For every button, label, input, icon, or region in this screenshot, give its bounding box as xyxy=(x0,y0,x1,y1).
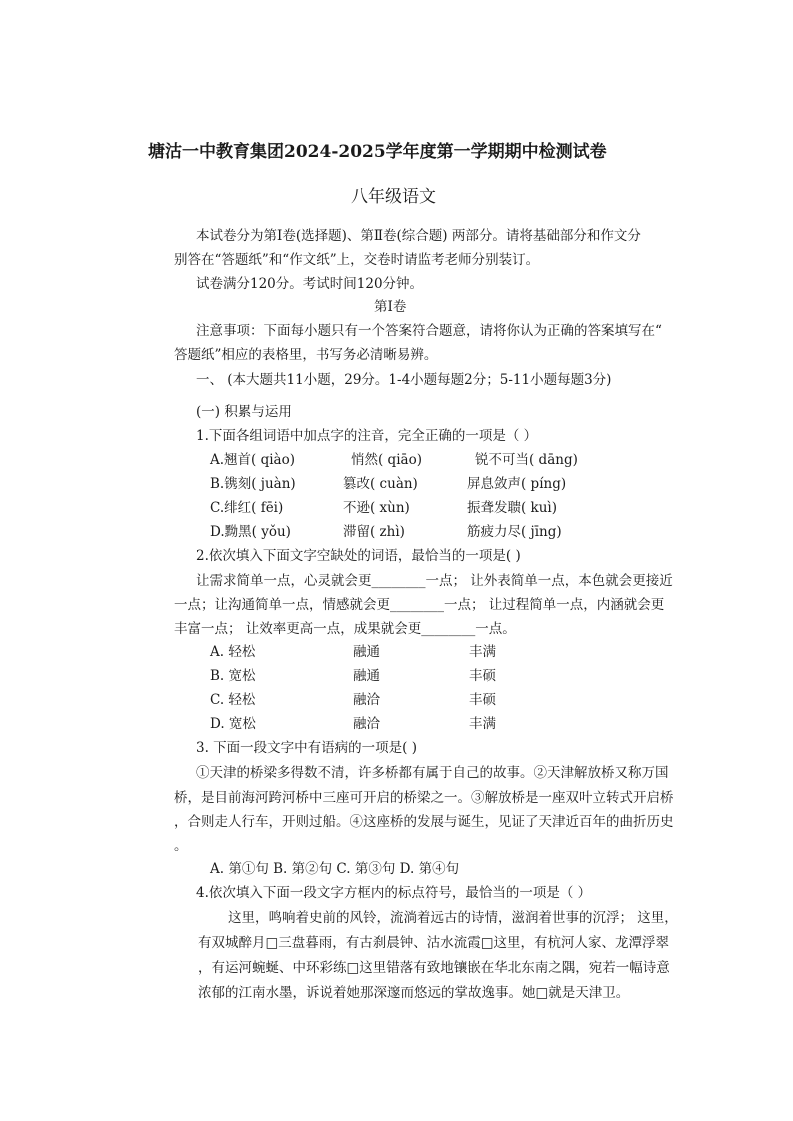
option-cell: 丰满 xyxy=(469,644,496,660)
question-stem: 3. 下面一段文字中有语病的一项是( ) xyxy=(196,740,417,756)
volume-heading: 第Ⅰ卷 xyxy=(374,299,407,315)
intro-line: 本试卷分为第Ⅰ卷(选择题)、第Ⅱ卷(综合题) 两部分。请将基础部分和作文分 xyxy=(196,228,641,244)
option-cell: 丰硕 xyxy=(469,668,496,684)
option-cell: D.黝黑( yǒu) xyxy=(210,524,291,540)
option-cell: 丰硕 xyxy=(469,692,496,708)
question-text: ，合则走人行车，开则过船。④这座桥的发展与诞生，见证了天津近百年的曲折历史 xyxy=(174,814,674,830)
exam-title: 塘沽一中教育集团2024-2025学年度第一学期期中检测试卷 xyxy=(148,142,607,162)
option-cell: A.翘首( qiào) xyxy=(210,452,296,468)
option-cell: 丰满 xyxy=(469,716,496,732)
question-text: 让需求简单一点，心灵就会更________一点； 让外表简单一点，本色就会更接近 xyxy=(196,573,673,589)
section-heading: 一、 (本大题共11小题，29分。1-4小题每题2分；5-11小题每题3分) xyxy=(196,372,612,388)
intro-line: 别答在“答题纸”和“作文纸”上，交卷时请监考老师分别装订。 xyxy=(174,252,540,268)
option-cell: D. 宽松 xyxy=(210,716,256,732)
question-options: A. 第①句 B. 第②句 C. 第③句 D. 第④句 xyxy=(210,861,460,877)
option-cell: B.镌刻( juàn) xyxy=(210,476,296,492)
question-stem: 1.下面各组词语中加点字的注音，完全正确的一项是（ ） xyxy=(196,428,538,444)
option-cell: 融通 xyxy=(353,668,380,684)
question-text: 桥，是目前海河跨河桥中三座可开启的桥梁之一。③解放桥是一座双叶立转式开启桥 xyxy=(174,790,674,806)
option-cell: 锐不可当( dāng) xyxy=(475,452,578,468)
intro-line: 试卷满分120分。考试时间120分钟。 xyxy=(196,276,424,292)
option-cell: 融通 xyxy=(353,644,380,660)
option-cell: 悄然( qiāo) xyxy=(351,452,422,468)
exam-subtitle: 八年级语文 xyxy=(351,187,436,207)
question-text: 丰富一点； 让效率更高一点，成果就会更________一点。 xyxy=(174,621,516,637)
option-cell: C.绯红( fēi) xyxy=(210,500,284,516)
question-text: 浓郁的江南水墨，诉说着她那深邃而悠远的掌故逸事。她□就是天津卫。 xyxy=(198,985,630,1001)
subsection-heading: (一) 积累与运用 xyxy=(196,404,292,420)
option-cell: 屏息敛声( píng) xyxy=(467,476,567,492)
question-text: ，有运河蜿蜒、中环彩练□这里错落有致地镶嵌在华北东南之隅，宛若一幅诗意 xyxy=(198,960,670,976)
question-text: 一点；让沟通简单一点，情感就会更________一点； 让过程简单一点，内涵就会更 xyxy=(174,597,665,613)
option-cell: 筋疲力尽( jīng) xyxy=(467,524,562,540)
option-cell: 振聋发聩( kuì) xyxy=(467,500,558,516)
option-cell: 融洽 xyxy=(353,692,380,708)
option-cell: 滞留( zhì) xyxy=(343,524,405,540)
notice-line: 注意事项：下面每小题只有一个答案符合题意，请将你认为正确的答案填写在“ xyxy=(196,323,662,339)
question-text: 有双城醉月□三盘暮雨，有古刹晨钟、沽水流霞□这里，有杭河人家、龙潭浮翠 xyxy=(198,935,670,951)
question-text: ①天津的桥梁多得数不清，许多桥都有属于自己的故事。②天津解放桥又称万国 xyxy=(196,765,669,781)
notice-line: 答题纸”相应的表格里，书写务必清晰易辨。 xyxy=(174,347,438,363)
option-cell: C. 轻松 xyxy=(210,692,256,708)
question-stem: 4.依次填入下面一段文字方框内的标点符号，最恰当的一项是（ ） xyxy=(196,885,592,901)
option-cell: A. 轻松 xyxy=(210,644,256,660)
option-cell: 不逊( xùn) xyxy=(343,500,410,516)
option-cell: 融洽 xyxy=(353,716,380,732)
question-text: 。 xyxy=(174,838,188,854)
option-cell: B. 宽松 xyxy=(210,668,256,684)
question-text: 这里，鸣响着史前的风铃，流淌着远古的诗情，滋润着世事的沉浮； 这里， xyxy=(228,910,678,926)
option-cell: 篡改( cuàn) xyxy=(343,476,418,492)
question-stem: 2.依次填入下面文字空缺处的词语，最恰当的一项是( ) xyxy=(196,548,521,564)
